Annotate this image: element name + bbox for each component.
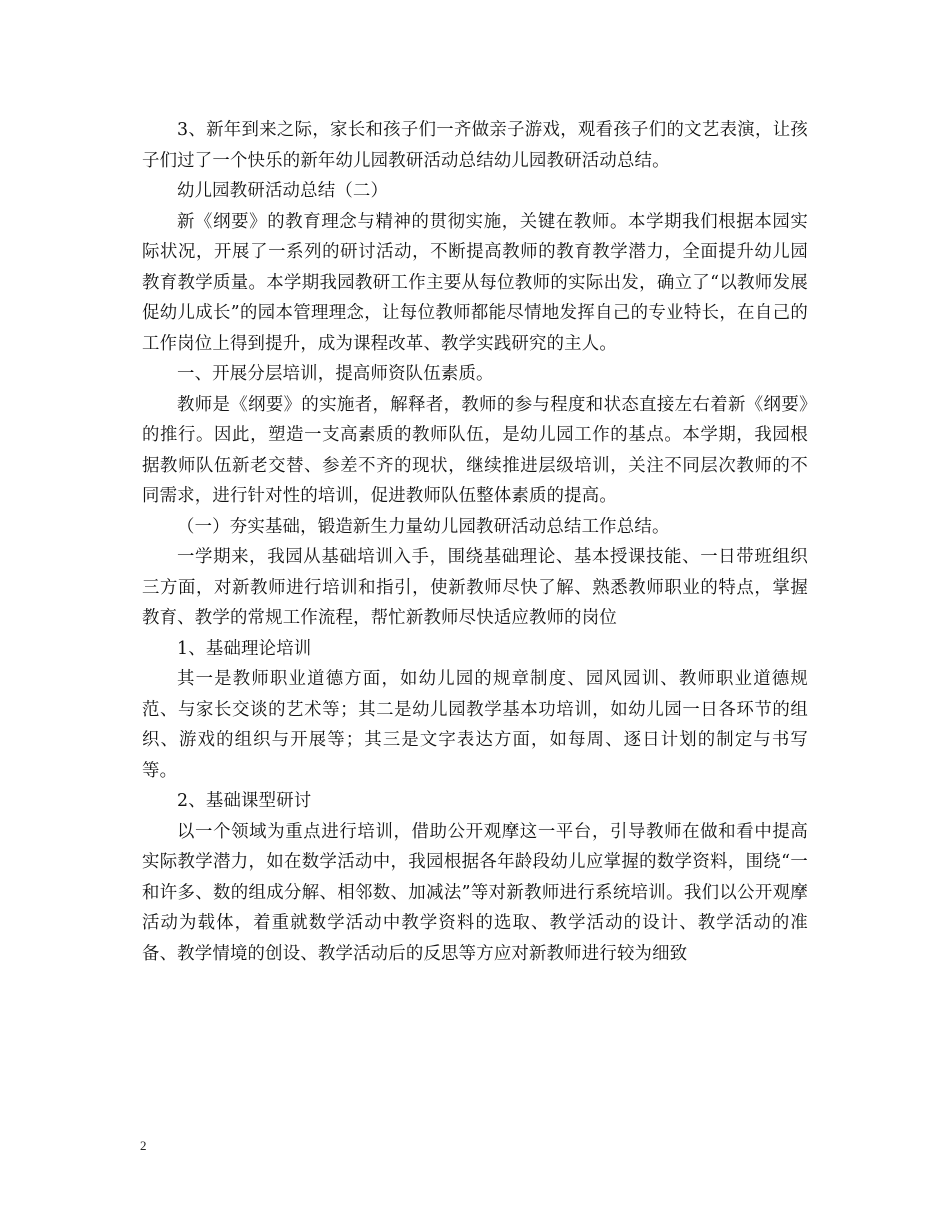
paragraph-theory-details: 其一是教师职业道德方面，如幼儿园的规章制度、园风园训、教师职业道德规范、与家长交谈的艺术等；其二是幼儿园教学基本功培训，如幼儿园一日各环节的组织、游戏的组织与开展等；其三是文字表达方面，如每周、逐日计划的制定与书写等。 [142, 669, 808, 781]
heading-layered-training: 一、开展分层培训，提高师资队伍素质。 [177, 364, 494, 384]
section-title-summary-two: 幼儿园教研活动总结（二） [177, 181, 389, 201]
paragraph-new-year-activity: 3、新年到来之际，家长和孩子们一齐做亲子游戏，观看孩子们的文艺表演，让孩子们过了一个快乐的新年幼儿园教研活动总结幼儿园教研活动总结。 [142, 120, 808, 171]
heading-basic-theory: 1、基础理论培训 [177, 638, 312, 659]
heading-lesson-research: 2、基础课型研讨 [177, 791, 312, 811]
document-body [142, 115, 808, 969]
paragraph-basic-training: 一学期来，我园从基础培训入手，围绕基础理论、基本授课技能、一日带班组织三方面，对新教师进行培训和指引，使新教师尽快了解、熟悉教师职业的特点，掌握教育、教学的常规工作流程，帮忙新教师尽快适应教师的岗位 [142, 547, 808, 628]
paragraph-teacher-quality: 教师是《纲要》的实施者，解释者，教师的参与程度和状态直接左右着新《纲要》的推行。因此，塑造一支高素质的教师队伍，是幼儿园工作的基点。本学期，我园根据教师队伍新老交替、参差不齐的现状，继续推进层级培训，关注不同层次教师的不同需求，进行针对性的培训，促进教师队伍整体素质的提高。 [142, 394, 808, 506]
paragraph-lesson-details: 以一个领域为重点进行培训，借助公开观摩这一平台，引导教师在做和看中提高实际教学潜力，如在数学活动中，我园根据各年龄段幼儿应掌握的数学资料，围绕“一和许多、数的组成分解、相邻数、加减法”等对新教师进行系统培训。我们以公开观摩活动为载体，着重就数学活动中教学资料的选取、教学活动的设计、教学活动的准备、教学情境的创设、教学活动后的反思等方应对新教师进行较为细致 [142, 821, 808, 964]
page-number: 2 [140, 1138, 147, 1153]
paragraph-guidelines-intro: 新《纲要》的教育理念与精神的贯彻实施，关键在教师。本学期我们根据本园实际状况，开展了一系列的研讨活动，不断提高教师的教育教学潜力，全面提升幼儿园教育教学质量。本学期我园教研工作主要从每位教师的实际出发，确立了“以教师发展促幼儿成长”的园本管理理念，让每位教师都能尽情地发挥自己的专业特长，在自己的工作岗位上得到提升，成为课程改革、教学实践研究的主人。 [142, 211, 808, 354]
heading-solid-foundation: （一）夯实基础，锻造新生力量幼儿园教研活动总结工作总结。 [177, 516, 670, 537]
